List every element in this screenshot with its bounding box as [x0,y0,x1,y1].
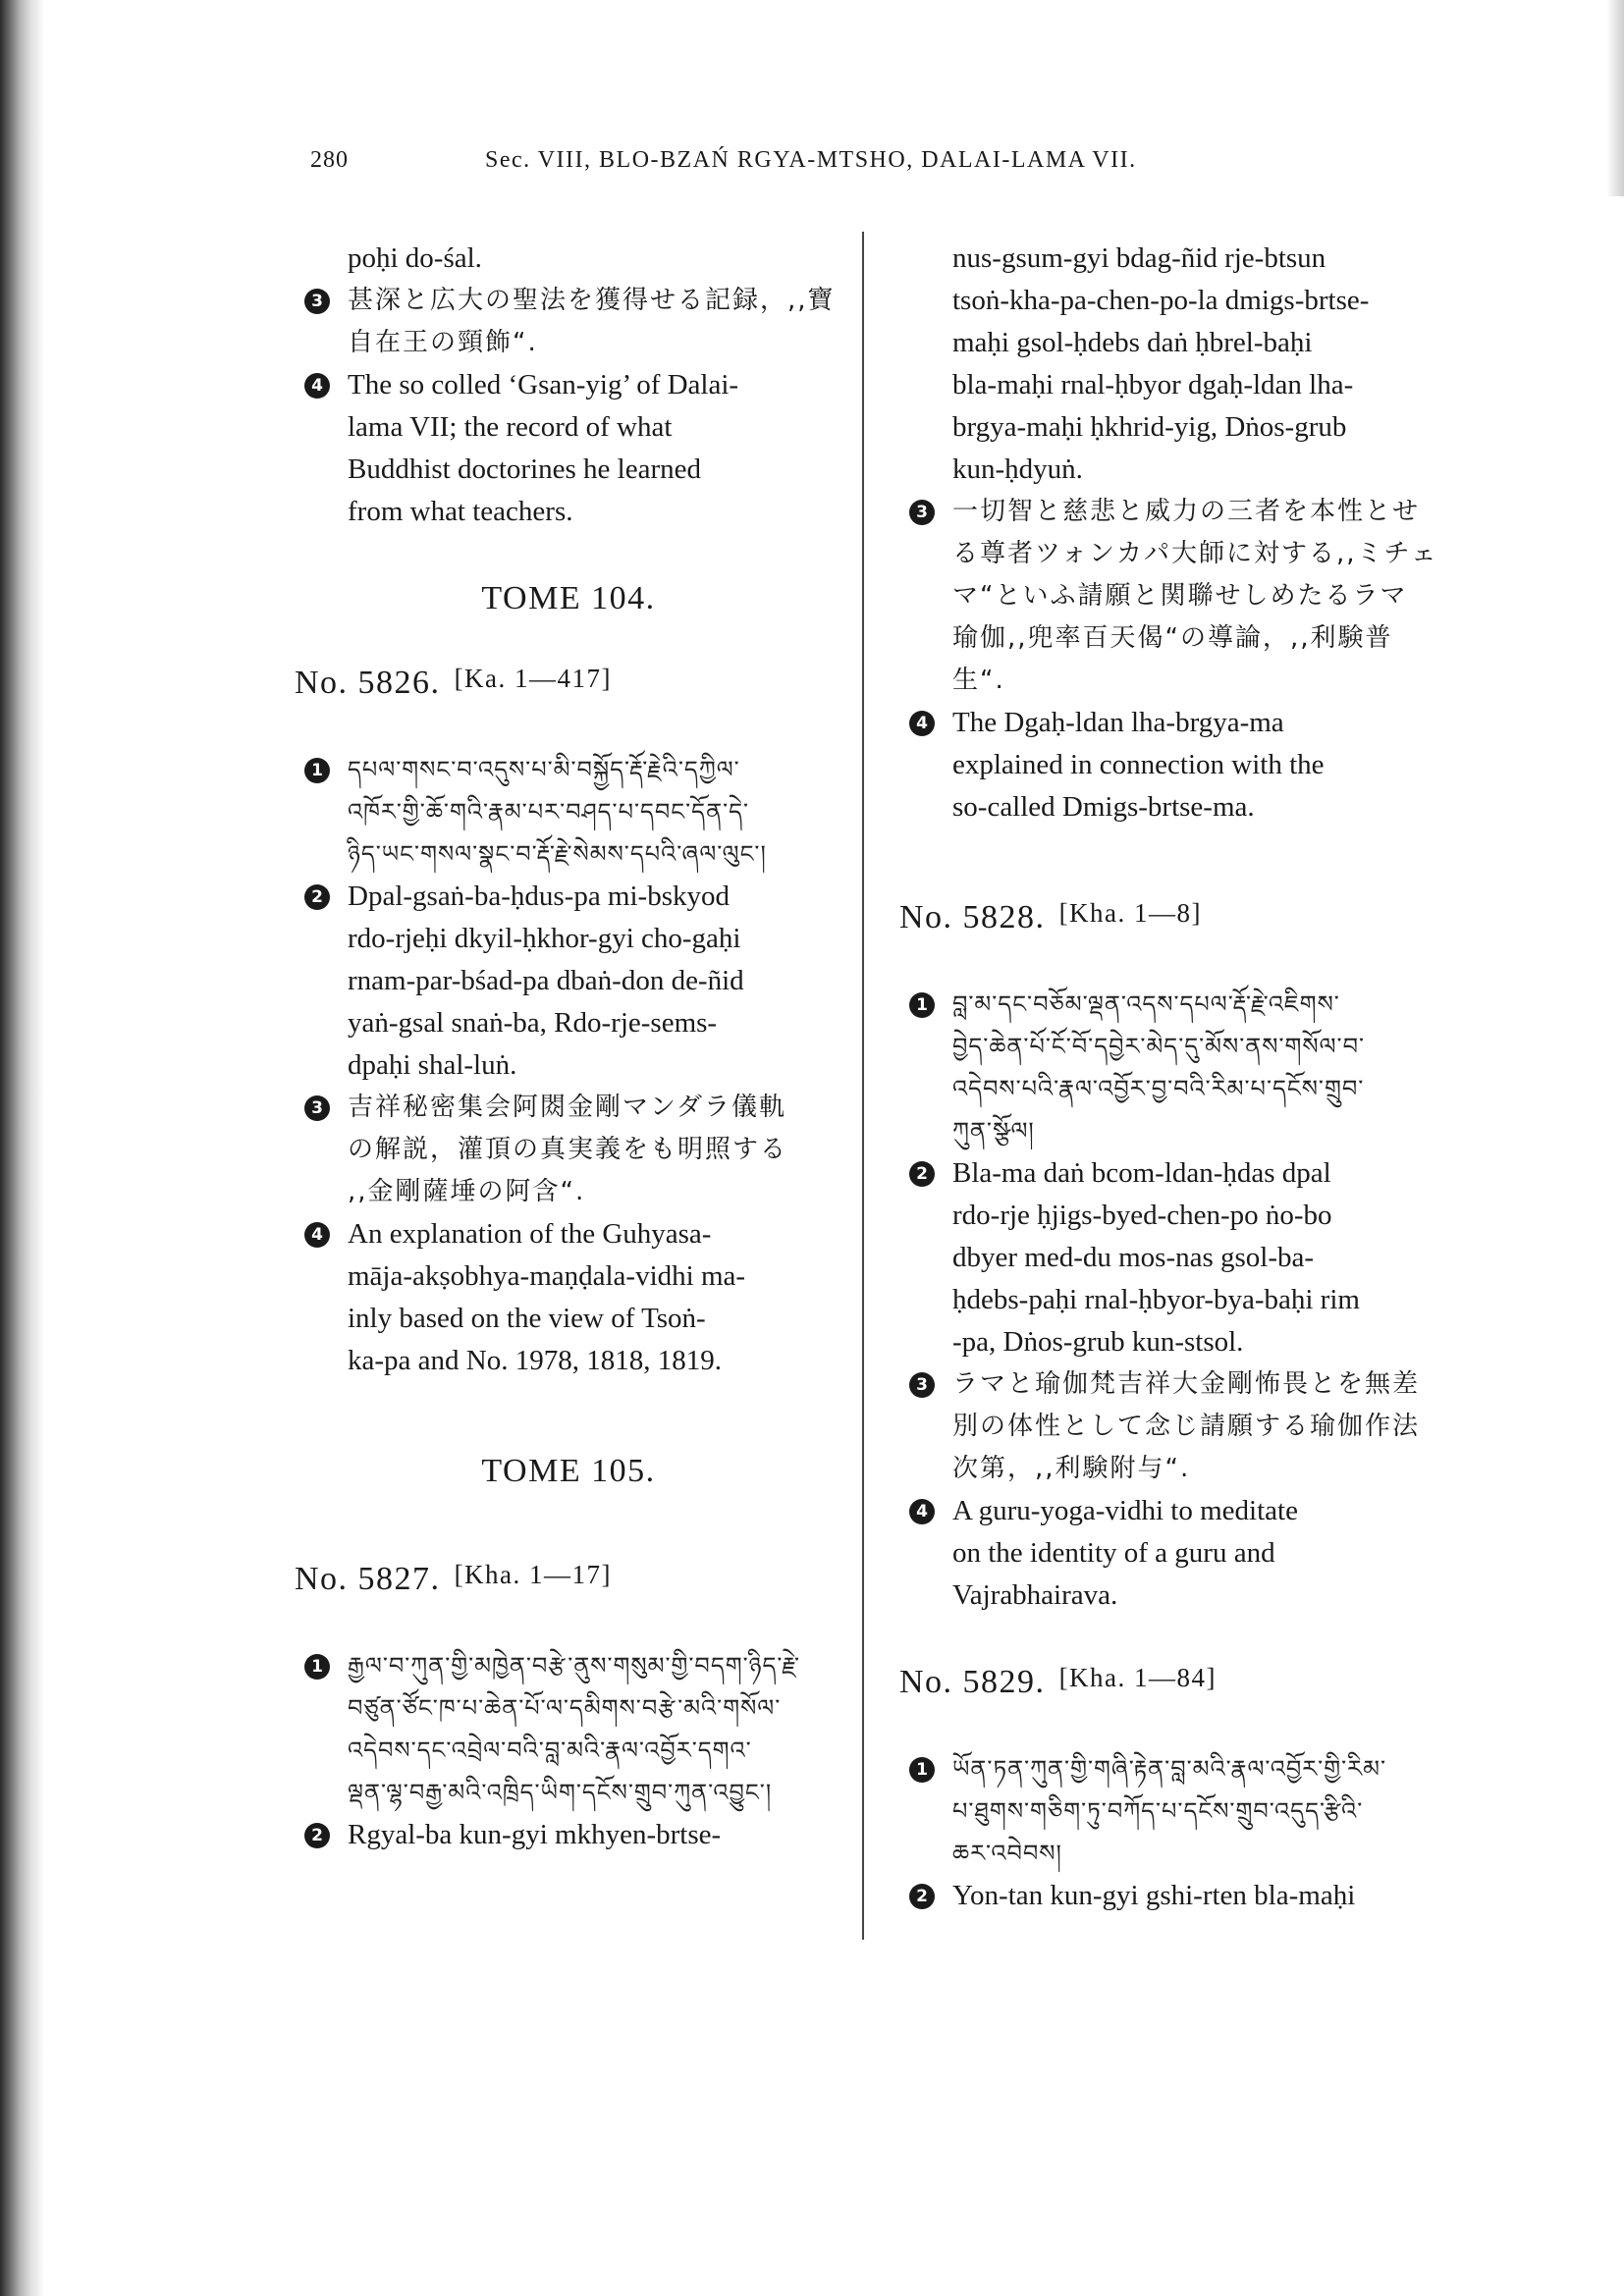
text-line: ཀུན་སྩོལ། [952,1117,1035,1145]
running-head [0,147,1624,187]
text-line: འདེབས་པའི་རྣལ་འབྱོར་བྱ་བའི་རིམ་པ་དངོས་གྲུབ་ [952,1075,1365,1102]
number-3-marker: 3 [304,1095,330,1121]
entry-5828-heading [899,899,1449,936]
entry-item-1-tibetan [899,984,1449,1152]
text-line: マ“といふ請願と関聯せしめたるラマ [952,581,1408,611]
entry-item-2-transliteration [899,1152,1449,1363]
entry-item-4-english [899,702,1449,828]
text-line: བླ་མ་དང་བཅོམ་ལྡན་འདས་དཔལ་རྡོ་རྗེ་འཇིགས་ [952,990,1340,1018]
tome-105-heading: TOME 105. [481,1453,656,1489]
entry-item-1-tibetan [295,1645,842,1814]
number-4-marker: 4 [909,1499,935,1524]
number-4-marker: 4 [304,373,330,399]
continuation-line: tsoṅ-kha-pa-chen-po-la dmigs-brtse- [952,285,1370,316]
number-2-marker: 2 [304,884,330,910]
text-line: -pa, Dṅos-grub kun-stsol. [952,1326,1244,1358]
text-line: Dpal-gsaṅ-ba-ḥdus-pa mi-bskyod [348,881,730,912]
right-column [899,238,1449,1917]
entry-item-1-tibetan [899,1748,1449,1875]
column-divider [862,232,864,1940]
text-line: の解説，灌頂の真実義をも明照する [348,1135,788,1164]
text-line: dbyer med-du mos-nas gsol-ba- [952,1242,1315,1273]
entry-item-4-english [899,1490,1449,1617]
text-line: ཡོན་ཏན་ཀུན་གྱི་གཞི་རྟེན་བླ་མའི་རྣལ་འབྱོར་གྱི་རིམ་ [952,1755,1386,1783]
text-line: བྱེད་ཆེན་པོ་ངོ་བོ་དབྱེར་མེད་དུ་མོས་ནས་གསོལ་བ་ [952,1033,1366,1060]
entry-number: No. 5829. [899,1664,1046,1700]
continuation-line: kun-ḥdyuṅ. [952,454,1083,485]
text-line: ཆར་འབེབས། [952,1840,1062,1867]
entry-item-3-japanese [899,491,1449,702]
text-line: Buddhist doctorines he learned [348,454,701,485]
text-line: 瑜伽,,兜率百天偈“の導論，,,利験普 [952,623,1393,653]
text-line: The Dgaḥ-ldan lha-brgya-ma [952,707,1284,738]
entry-item-3-japanese [295,280,842,364]
number-3-marker: 3 [909,500,935,525]
continuation-line: poḥi do-śal. [348,242,482,274]
text-line: yaṅ-gsal snaṅ-ba, Rdo-rje-sems- [348,1007,718,1039]
entry-reference: [Kha. 1—8] [1058,898,1203,928]
text-line: rnam-par-bśad-pa dbaṅ-don de-ñid [348,965,744,996]
text-line: 吉祥秘密集会阿閦金剛マンダラ儀軌 [348,1093,786,1122]
entry-item-2-transliteration [295,876,842,1087]
entry-5827-heading [295,1561,842,1598]
text-line: Yon-tan kun-gyi gshi-rten bla-maḥi [952,1880,1356,1911]
number-3-marker: 3 [304,289,330,314]
text-line: ka-pa and No. 1978, 1818, 1819. [348,1345,722,1376]
number-4-marker: 4 [304,1222,330,1248]
entry-5829-heading [899,1664,1449,1701]
text-line: ラマと瑜伽梵吉祥大金剛怖畏とを無差 [952,1369,1421,1399]
text-line: 生“. [952,666,1005,695]
text-line: 次第，,,利験附与“. [952,1454,1191,1483]
entry-reference: [Kha. 1—84] [1058,1663,1218,1692]
text-line: dpaḥi shal-luṅ. [348,1049,517,1081]
text-line: ḥdebs-paḥi rnal-ḥbyor-bya-baḥi rim [952,1284,1360,1315]
text-line: inly based on the view of Tsoṅ- [348,1303,706,1334]
text-line: འདེབས་དང་འབྲེལ་བའི་བླ་མའི་རྣལ་འབྱོར་དགའ་ [348,1736,752,1764]
text-line: ཉིད་ཡང་གསལ་སྣང་བ་རྡོ་རྗེ་སེམས་དཔའི་ཞལ་ལུང་། [348,840,767,868]
text-line: འཁོར་གྱི་ཆོ་གའི་རྣམ་པར་བཤད་པ་དབང་དོན་དེ་ [348,798,750,826]
continuation-line: brgya-maḥi ḥkhrid-yig, Dṅos-grub [952,411,1347,443]
text-line: 一切智と慈悲と威力の三者を本性とせ [952,497,1421,526]
text-line: པ་ཐུགས་གཅིག་ཏུ་བཀོད་པ་དངོས་གྲུབ་འདུད་རྩིའི་ [952,1797,1364,1825]
entry-5826-heading [295,665,842,702]
number-4-marker: 4 [909,711,935,736]
number-1-marker: 1 [909,1757,935,1783]
entry-number: No. 5828. [899,899,1046,935]
text-line: 甚深と広大の聖法を獲得せる記録，,,寶 [348,286,836,315]
text-line: Rgyal-ba kun-gyi mkhyen-brtse- [348,1819,722,1850]
entry-reference: [Ka. 1—417] [454,664,613,693]
entry-reference: [Kha. 1—17] [454,1560,613,1589]
text-line: Bla-ma daṅ bcom-ldan-ḥdas dpal [952,1157,1331,1189]
text-line: རྒྱལ་བ་ཀུན་གྱི་མཁྱེན་བརྩེ་ནུས་གསུམ་གྱི་བདག་ཉིད་རྗེ་ [348,1652,801,1680]
entry-item-3-japanese [295,1087,842,1213]
text-line: māja-akṣobhya-maṇḍala-vidhi ma- [348,1260,746,1292]
entry-item-4-english [295,1213,842,1382]
number-2-marker: 2 [304,1823,330,1848]
text-line: བཙུན་ཙོང་ཁ་པ་ཆེན་པོ་ལ་དམིགས་བརྩེ་མའི་གསོལ་ [348,1694,782,1722]
text-line: rdo-rje ḥjigs-byed-chen-po ṅo-bo [952,1200,1332,1231]
text-line: 自在王の頸飾“. [348,328,538,357]
entry-number: No. 5826. [295,665,441,701]
entry-item-1-tibetan [295,749,842,876]
left-column [295,238,842,1856]
text-line: so-called Dmigs-brtse-ma. [952,791,1255,823]
continuation-line: nus-gsum-gyi bdag-ñid rje-btsun [952,242,1326,274]
number-2-marker: 2 [909,1884,935,1909]
entry-number: No. 5827. [295,1561,441,1597]
text-line: on the identity of a guru and [952,1537,1275,1569]
text-line: དཔལ་གསང་བ་འདུས་པ་མི་བསྐྱོད་རྡོ་རྗེའི་དཀྱིལ་ [348,756,740,783]
text-line: lama VII; the record of what [348,411,673,443]
text-line: る尊者ツォンカパ大師に対する,,ミチェ [952,539,1438,568]
entry-item-4-english [295,364,842,533]
page-number: 280 [310,147,349,173]
number-1-marker: 1 [304,1654,330,1680]
text-line: Vajrabhairava. [952,1579,1118,1611]
entry-item-2-transliteration [295,1814,842,1856]
text-line: A guru-yoga-vidhi to meditate [952,1495,1298,1526]
text-line: The so colled ‘Gsan-yig’ of Dalai- [348,369,739,400]
number-3-marker: 3 [909,1372,935,1398]
number-1-marker: 1 [909,992,935,1018]
number-1-marker: 1 [304,758,330,783]
text-line: explained in connection with the [952,749,1325,780]
continuation-line: bla-maḥi rnal-ḥbyor dgaḥ-ldan lha- [952,369,1354,400]
text-line: ,,金剛薩埵の阿含“. [348,1177,586,1206]
entry-item-3-japanese [899,1363,1449,1490]
text-line: rdo-rjeḥi dkyil-ḥkhor-gyi cho-gaḥi [348,923,741,954]
running-title: Sec. VIII, BLO-BZAŃ RGYA-MTSHO, DALAI-LAMA VII. [485,147,1137,173]
number-2-marker: 2 [909,1161,935,1187]
tome-104-heading: TOME 104. [481,580,656,616]
scan-shadow-left [0,0,45,2296]
entry-item-2-transliteration [899,1875,1449,1917]
text-line: from what teachers. [348,496,573,527]
text-line: ལྡན་ལྷ་བརྒྱ་མའི་འཁྲིད་ཡིག་དངོས་གྲུབ་ཀུན་འབྱུང་། [348,1779,773,1806]
continuation-line: maḥi gsol-ḥdebs daṅ ḥbrel-baḥi [952,327,1313,358]
text-line: An explanation of the Guhyasa- [348,1218,712,1250]
text-line: 別の体性として念じ請願する瑜伽作法 [952,1412,1421,1441]
